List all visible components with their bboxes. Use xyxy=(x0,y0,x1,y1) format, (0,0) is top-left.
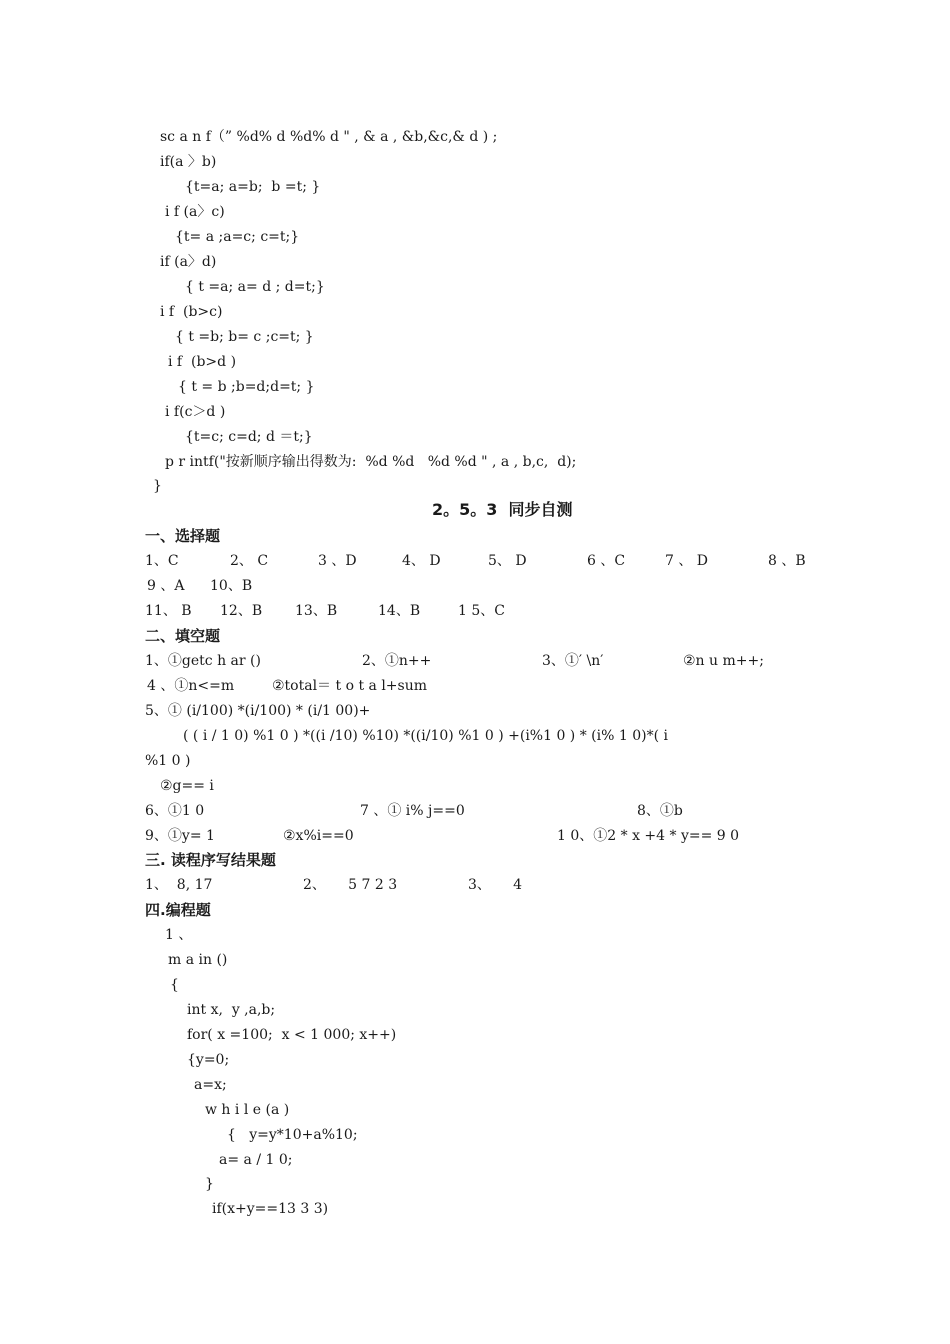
answer-item: 3、①′ \n′ xyxy=(542,653,604,669)
answer-item: 2、 C xyxy=(230,553,269,569)
code-line: w h i l e (a ) xyxy=(205,1102,290,1118)
answer-item: 13、B xyxy=(295,603,338,619)
answer-item: 1、①getc h ar () xyxy=(145,653,261,669)
answer-item: 1、C xyxy=(145,553,179,569)
answer-item: 3 、D xyxy=(318,553,357,569)
answer-item: 5、① (i/100) *(i/100) * (i/1 00)+ xyxy=(145,703,371,719)
answer-item: 5、 D xyxy=(488,553,527,569)
section-heading-read: 三. 读程序写结果题 xyxy=(145,851,276,869)
code-line: {t=a; a=b; b =t; } xyxy=(185,179,321,195)
code-line: {t=c; c=d; d ＝t;} xyxy=(185,429,313,445)
code-line: if(a 〉b) xyxy=(160,154,217,170)
code-line: {y=0; xyxy=(187,1052,230,1068)
code-line: sc a n f（” %d% d %d% d " , & a , &b,&c,& d ) ; xyxy=(160,129,498,145)
answer-item: 8 、B xyxy=(768,553,806,569)
answer-item: 8、①b xyxy=(637,803,683,819)
code-line: { t =b; b= c ;c=t; } xyxy=(175,329,314,345)
code-line: if (a〉d) xyxy=(160,254,217,270)
answer-item: ②g== i xyxy=(160,778,214,794)
answer-item: 10、B xyxy=(210,578,253,594)
section-heading-program: 四.编程题 xyxy=(145,901,211,919)
answer-item: 14、B xyxy=(378,603,421,619)
answer-item: ②total＝ t o t a l+sum xyxy=(272,678,428,694)
answer-item: 1 0、①2 * x +4 * y== 9 0 xyxy=(557,828,740,844)
section-heading-choice: 一、选择题 xyxy=(145,527,221,545)
answer-item: ②x%i==0 xyxy=(283,828,354,844)
code-line: if(x+y==13 3 3) xyxy=(212,1201,329,1217)
answer-item: 4 、①n<=m xyxy=(147,678,235,694)
code-line: i f (a〉c) xyxy=(165,204,225,220)
answer-item: 1 5、C xyxy=(458,603,505,619)
answer-item: 9 、A xyxy=(147,578,185,594)
answer-item: 1、 8, 17 xyxy=(145,877,213,893)
code-line: { t = b ;b=d;d=t; } xyxy=(178,379,315,395)
code-line: 1 、 xyxy=(165,927,193,943)
answer-item: 4、 D xyxy=(402,553,441,569)
code-line: int x, y ,a,b; xyxy=(187,1002,276,1018)
code-line: i f (b>d ) xyxy=(168,354,237,370)
code-line: m a in () xyxy=(168,952,228,968)
answer-item: 11、 B xyxy=(145,603,192,619)
code-line: i f(c＞d ) xyxy=(165,404,226,420)
code-line: } xyxy=(205,1176,214,1192)
answer-item: 2、 5 7 2 3 xyxy=(303,877,398,893)
answer-item: 9、①y= 1 xyxy=(145,828,215,844)
answer-item: 7 、① i% j==0 xyxy=(360,803,465,819)
answer-item: 3、 4 xyxy=(468,877,523,893)
answer-item: 2、①n++ xyxy=(362,653,432,669)
answer-item: 6、①1 0 xyxy=(145,803,205,819)
section-title: 2。5。3 同步自测 xyxy=(432,500,573,519)
code-line: a=x; xyxy=(194,1077,227,1093)
code-line: } xyxy=(153,478,162,494)
code-line: { y=y*10+a%10; xyxy=(227,1127,358,1143)
answer-item: ( ( i / 1 0) %1 0 ) *((i /10) %10) *((i/10) %1 0 ) +(i%1 0 ) * (i% 1 0)*( i xyxy=(183,728,668,744)
code-line: i f (b>c) xyxy=(160,304,223,320)
answer-item: %1 0 ) xyxy=(145,753,191,769)
code-line: { t =a; a= d ; d=t;} xyxy=(185,279,325,295)
code-line: {t= a ;a=c; c=t;} xyxy=(175,229,300,245)
code-line: for( x =100; x < 1 000; x++) xyxy=(187,1027,397,1043)
code-line: p r intf("按新顺序输出得数为: %d %d %d %d " , a , b,c, d); xyxy=(165,454,577,470)
answer-item: 12、B xyxy=(220,603,263,619)
section-heading-fill: 二、填空题 xyxy=(145,627,221,645)
answer-item: 7 、 D xyxy=(665,553,709,569)
code-line: { xyxy=(170,977,179,993)
answer-item: 6 、C xyxy=(587,553,626,569)
answer-item: ②n u m++; xyxy=(683,653,764,669)
code-line: a= a / 1 0; xyxy=(219,1152,293,1168)
